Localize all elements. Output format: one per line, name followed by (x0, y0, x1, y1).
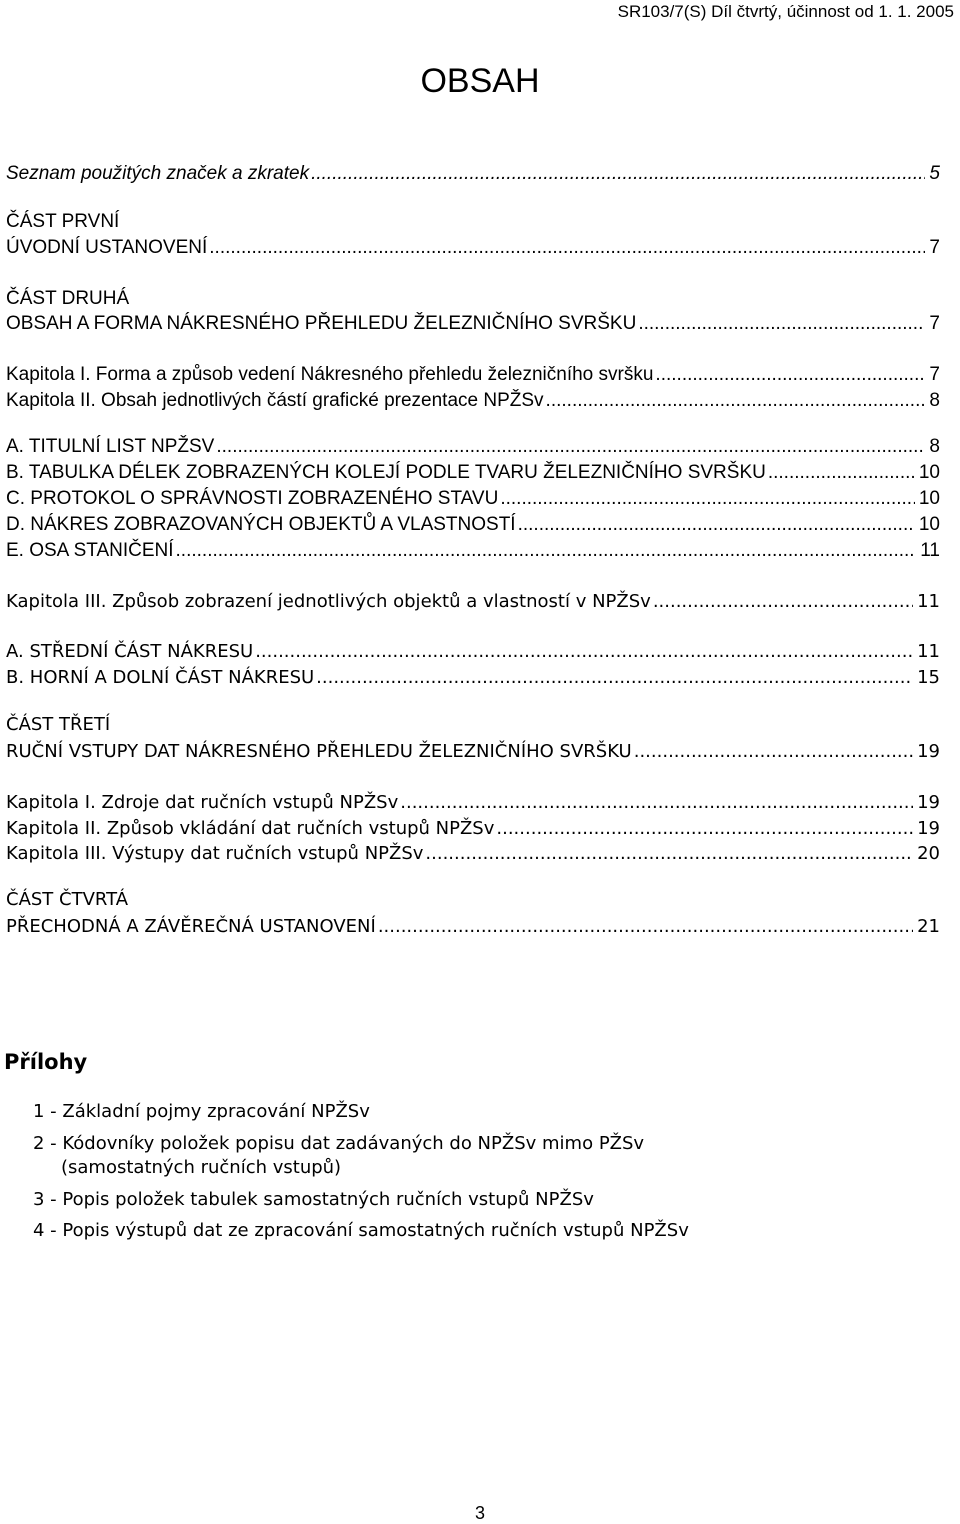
toc-entry-part3[interactable] (6, 738, 940, 762)
toc-leader (766, 462, 915, 484)
toc-page: 19 (917, 818, 940, 839)
part-heading-4: ČÁST ČTVRTÁ (6, 889, 129, 910)
attachment-item: 4 - Popis výstupů dat ze zpracování samostatných ručních vstupů NPŽSv (33, 1220, 689, 1241)
toc-leader (636, 313, 925, 335)
page-title: OBSAH (420, 62, 540, 100)
toc-leader (494, 818, 913, 839)
attachment-item: 2 - Kódovníky položek popisu dat zadávaných do NPŽSv mimo PŽSv (33, 1133, 645, 1154)
toc-leader (309, 163, 925, 185)
toc-entry-text: Kapitola I. Forma a způsob vedení Nákresného přehledu železničního svršku (6, 364, 654, 385)
attachment-item: 1 - Základní pojmy zpracování NPŽSv (33, 1101, 370, 1122)
toc-page: 10 (918, 462, 940, 483)
toc-leader (376, 916, 913, 937)
attachment-item-continuation: (samostatných ručních vstupů) (61, 1157, 342, 1178)
running-header: SR103/7(S) Díl čtvrtý, účinnost od 1. 1. 2005 (617, 2, 954, 21)
page-number: 3 (474, 1503, 485, 1523)
toc-entry-text: B. TABULKA DÉLEK ZOBRAZENÝCH KOLEJÍ PODLE TVARU ŽELEZNIČNÍHO SVRŠKU (6, 462, 766, 483)
toc-leader (314, 667, 913, 688)
toc-page: 15 (917, 667, 940, 688)
toc-entry-part2[interactable] (6, 311, 940, 335)
toc-page: 19 (917, 792, 940, 813)
toc-leader (516, 514, 915, 536)
toc-entry-text: PŘECHODNÁ A ZÁVĚREČNÁ USTANOVENÍ (6, 916, 376, 937)
toc-entry-secB[interactable] (6, 460, 940, 484)
toc-entry-ch3A[interactable] (6, 638, 940, 662)
toc-entry-ch1[interactable] (6, 362, 940, 386)
toc-entry-secC[interactable] (6, 486, 940, 510)
toc-page: 19 (917, 741, 940, 762)
toc-page: 11 (920, 540, 940, 561)
toc-entry-text: C. PROTOKOL O SPRÁVNOSTI ZOBRAZENÉHO STAVU (6, 488, 499, 509)
toc-entry-p3ch2[interactable] (6, 815, 940, 839)
toc-entry-p3ch1[interactable] (6, 789, 940, 813)
toc-entry-seznam[interactable] (6, 161, 940, 185)
toc-leader (544, 390, 926, 412)
toc-page: 8 (929, 390, 940, 411)
toc-page: 10 (918, 514, 940, 535)
toc-entry-text: RUČNÍ VSTUPY DAT NÁKRESNÉHO PŘEHLEDU ŽELEZNIČNÍHO SVRŠKU (6, 741, 632, 762)
toc-entry-text: Kapitola II. Obsah jednotlivých částí grafické prezentace NPŽSv (6, 390, 544, 411)
toc-page: 11 (917, 591, 940, 612)
part-heading-3: ČÁST TŘETÍ (6, 714, 111, 735)
toc-entry-text: Seznam použitých značek a zkratek (6, 163, 310, 184)
toc-entry-ch3[interactable] (6, 588, 940, 612)
toc-entry-text: Kapitola II. Způsob vkládání dat ručních vstupů NPŽSv (6, 818, 495, 839)
toc-page: 21 (917, 916, 940, 937)
toc-entry-text: Kapitola I. Zdroje dat ručních vstupů NPŽSv (6, 792, 399, 813)
toc-entry-ch2[interactable] (6, 388, 940, 412)
toc-leader (498, 488, 915, 510)
toc-leader (632, 741, 913, 762)
toc-entry-text: ÚVODNÍ USTANOVENÍ (6, 237, 208, 258)
attachment-item: 3 - Popis položek tabulek samostatných ručních vstupů NPŽSv (33, 1189, 594, 1210)
toc-leader (207, 237, 925, 259)
part-heading-2: ČÁST DRUHÁ (6, 288, 130, 309)
toc-entry-secA[interactable] (6, 434, 940, 458)
toc-page: 11 (917, 641, 940, 662)
toc-entry-secD[interactable] (6, 512, 940, 536)
toc-leader (174, 540, 917, 562)
toc-entry-part4[interactable] (6, 913, 940, 937)
toc-entry-text: Kapitola III. Výstupy dat ručních vstupů NPŽSv (6, 843, 424, 864)
toc-page: 8 (929, 436, 940, 457)
toc-entry-text: OBSAH A FORMA NÁKRESNÉHO PŘEHLEDU ŽELEZNIČNÍHO SVRŠKU (6, 313, 637, 334)
toc-page: 20 (917, 843, 940, 864)
toc-page: 10 (918, 488, 940, 509)
toc-entry-text: A. TITULNÍ LIST NPŽSV (6, 436, 215, 457)
toc-page: 7 (929, 364, 940, 385)
toc-page: 7 (929, 313, 940, 334)
toc-entry-text: E. OSA STANIČENÍ (6, 540, 174, 561)
part-heading-1: ČÁST PRVNÍ (6, 211, 120, 232)
toc-entry-text: D. NÁKRES ZOBRAZOVANÝCH OBJEKTŮ A VLASTNOSTÍ (6, 514, 516, 535)
toc-leader (214, 436, 925, 458)
toc-entry-text: B. HORNÍ A DOLNÍ ČÁST NÁKRESU (6, 667, 315, 688)
toc-entry-p3ch3[interactable] (6, 840, 940, 864)
toc-entry-text: A. STŘEDNÍ ČÁST NÁKRESU (6, 641, 254, 662)
toc-entry-text: Kapitola III. Způsob zobrazení jednotlivých objektů a vlastností v NPŽSv (6, 591, 651, 612)
toc-page: 5 (929, 163, 940, 184)
toc-leader (423, 843, 913, 864)
toc-entry-ch3B[interactable] (6, 664, 940, 688)
toc-entry-secE[interactable] (6, 538, 940, 562)
toc-page: 7 (929, 237, 940, 258)
toc-entry-part1[interactable] (6, 235, 940, 259)
toc-leader (398, 792, 913, 813)
toc-leader (651, 591, 913, 612)
toc-leader (253, 641, 913, 662)
toc-leader (653, 364, 925, 386)
attachments-heading: Přílohy (4, 1050, 88, 1074)
